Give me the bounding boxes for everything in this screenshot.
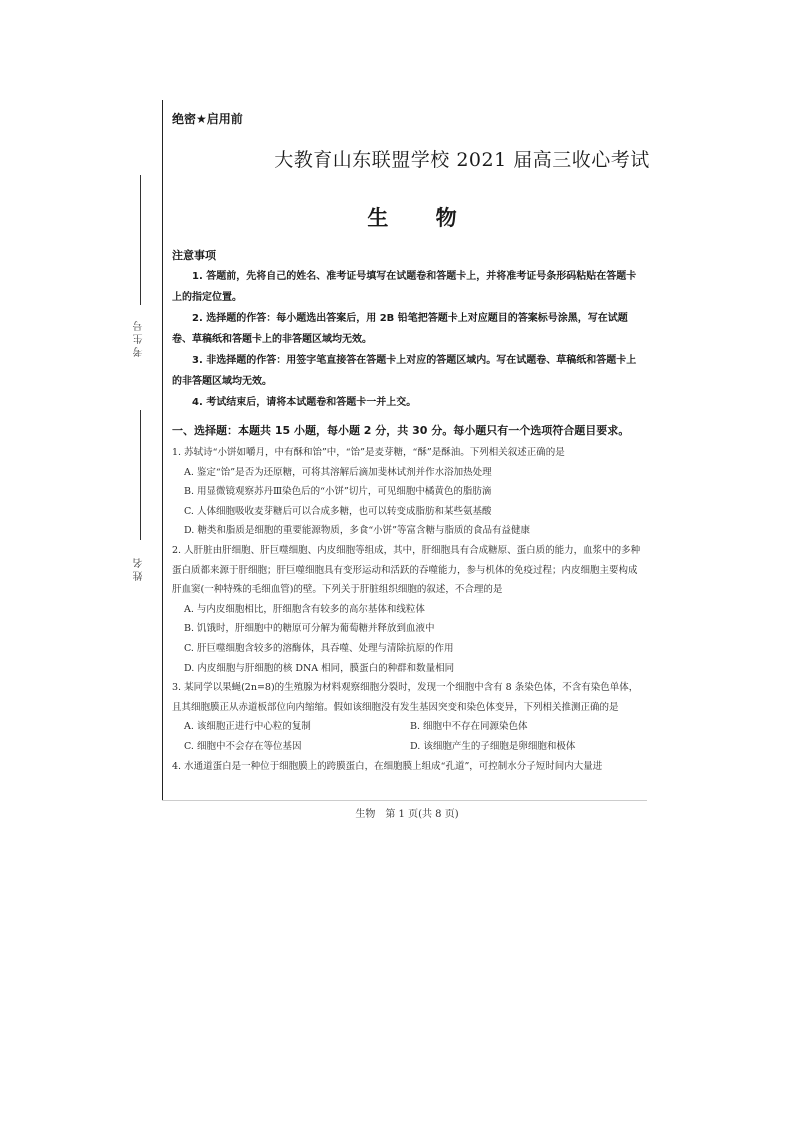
question-stem: 3. 某同学以果蝇(2n=8)的生殖腺为材料观察细胞分裂时，发现一个细胞中含有 8 条染色体，不含有染色单体，且其细胞膜正从赤道板部位向内缩缩。假如该细胞没有发生基因突变和染色体变异，下列相关推测正确的是 (172, 682, 639, 713)
subject-title: 生 物 (367, 206, 477, 230)
secret-mark: 绝密★启用前 (172, 112, 243, 126)
option-b: B. 饥饿时，肝细胞中的糖原可分解为葡萄糖并释放到血液中 (184, 623, 435, 635)
name-blank-line (140, 410, 141, 540)
question-1 (172, 443, 642, 541)
option-row (172, 717, 642, 737)
option-row (172, 737, 642, 757)
question-stem: 4. 水通道蛋白是一种位于细胞膜上的跨膜蛋白，在细胞膜上组成“孔道”，可控制水分子短时间内大量进 (172, 760, 603, 772)
section-heading: 一、选择题：本题共 15 小题，每小题 2 分，共 30 分。每小题只有一个选项符合题目要求。 (172, 424, 630, 437)
page-footer: 生物 第 1 页(共 8 页) (355, 809, 459, 820)
option-d: D. 该细胞产生的子细胞是卵细胞和极体 (410, 740, 576, 752)
question-list (172, 443, 642, 776)
option-a: A. 鉴定“饴”是否为还原糖，可将其溶解后滴加斐林试剂并作水浴加热处理 (184, 466, 492, 478)
question-4 (172, 757, 642, 777)
question-3 (172, 678, 642, 756)
notice-item: 3. 非选择题的作答：用签字笔直接答在答题卡上对应的答题区域内。写在试题卷、草稿纸和答题卡上的非答题区域均无效。 (172, 355, 637, 387)
notice-item: 4. 考试结束后，请将本试题卷和答题卡一并上交。 (192, 397, 417, 408)
notice-item: 2. 选择题的作答：每小题选出答案后，用 2B 铅笔把答题卡上对应题目的答案标号涂黑，写在试题卷、草稿纸和答题卡上的非答题区域均无效。 (172, 313, 628, 345)
page-bottom-rule (162, 800, 647, 801)
option-d: D. 糖类和脂质是细胞的重要能源物质，多食“小饼”等富含糖与脂质的食品有益健康 (184, 525, 531, 537)
option-c: C. 人体细胞吸收麦芽糖后可以合成多糖，也可以转变成脂肪和某些氨基酸 (184, 505, 492, 517)
question-stem: 2. 人肝脏由肝细胞、肝巨噬细胞、内皮细胞等组成，其中，肝细胞具有合成糖原、蛋白质的能力，血浆中的多种蛋白质都来源于肝细胞；肝巨噬细胞具有变形运动和活跃的吞噬能力，参与机体的免疫过程；内皮细胞主要构成肝血窦(一种特殊的毛细血管)的壁。下列关于肝脏组织细胞的叙述，不合理的是 (172, 544, 641, 596)
exam-no-label: 考生号 (134, 318, 145, 357)
notice-block (172, 245, 642, 413)
notice-heading: 注意事项 (172, 249, 216, 262)
option-a: A. 与内皮细胞相比，肝细胞含有较多的高尔基体和线粒体 (184, 603, 425, 615)
option-d: D. 内皮细胞与肝细胞的核 DNA 相同，膜蛋白的种群和数量相同 (184, 662, 455, 674)
option-b: B. 用显微镜观察苏丹Ⅲ染色后的“小饼”切片，可见细胞中橘黄色的脂肪滴 (184, 486, 492, 498)
name-label: 姓名 (134, 555, 145, 581)
question-stem: 1. 苏轼诗“小饼如嚼月，中有酥和饴”中，“饴”是麦芽糖，“酥”是酥油。下列相关叙述正确的是 (172, 447, 565, 458)
option-c: C. 细胞中不会存在等位基因 (184, 740, 302, 752)
exam-title: 大教育山东联盟学校 2021 届高三收心考试 (274, 149, 650, 171)
option-a: A. 该细胞正进行中心粒的复制 (184, 721, 311, 733)
notice-item: 1. 答题前，先将自己的姓名、准考证号填写在试题卷和答题卡上，并将准考证号条形码粘贴在答题卡上的指定位置。 (172, 271, 637, 303)
exam-no-blank-line (140, 175, 141, 305)
option-c: C. 肝巨噬细胞含较多的溶酶体，具吞噬、处理与清除抗原的作用 (184, 642, 454, 654)
option-b: B. 细胞中不存在同源染色体 (410, 721, 528, 733)
binding-line (162, 100, 163, 800)
question-2 (172, 541, 642, 678)
